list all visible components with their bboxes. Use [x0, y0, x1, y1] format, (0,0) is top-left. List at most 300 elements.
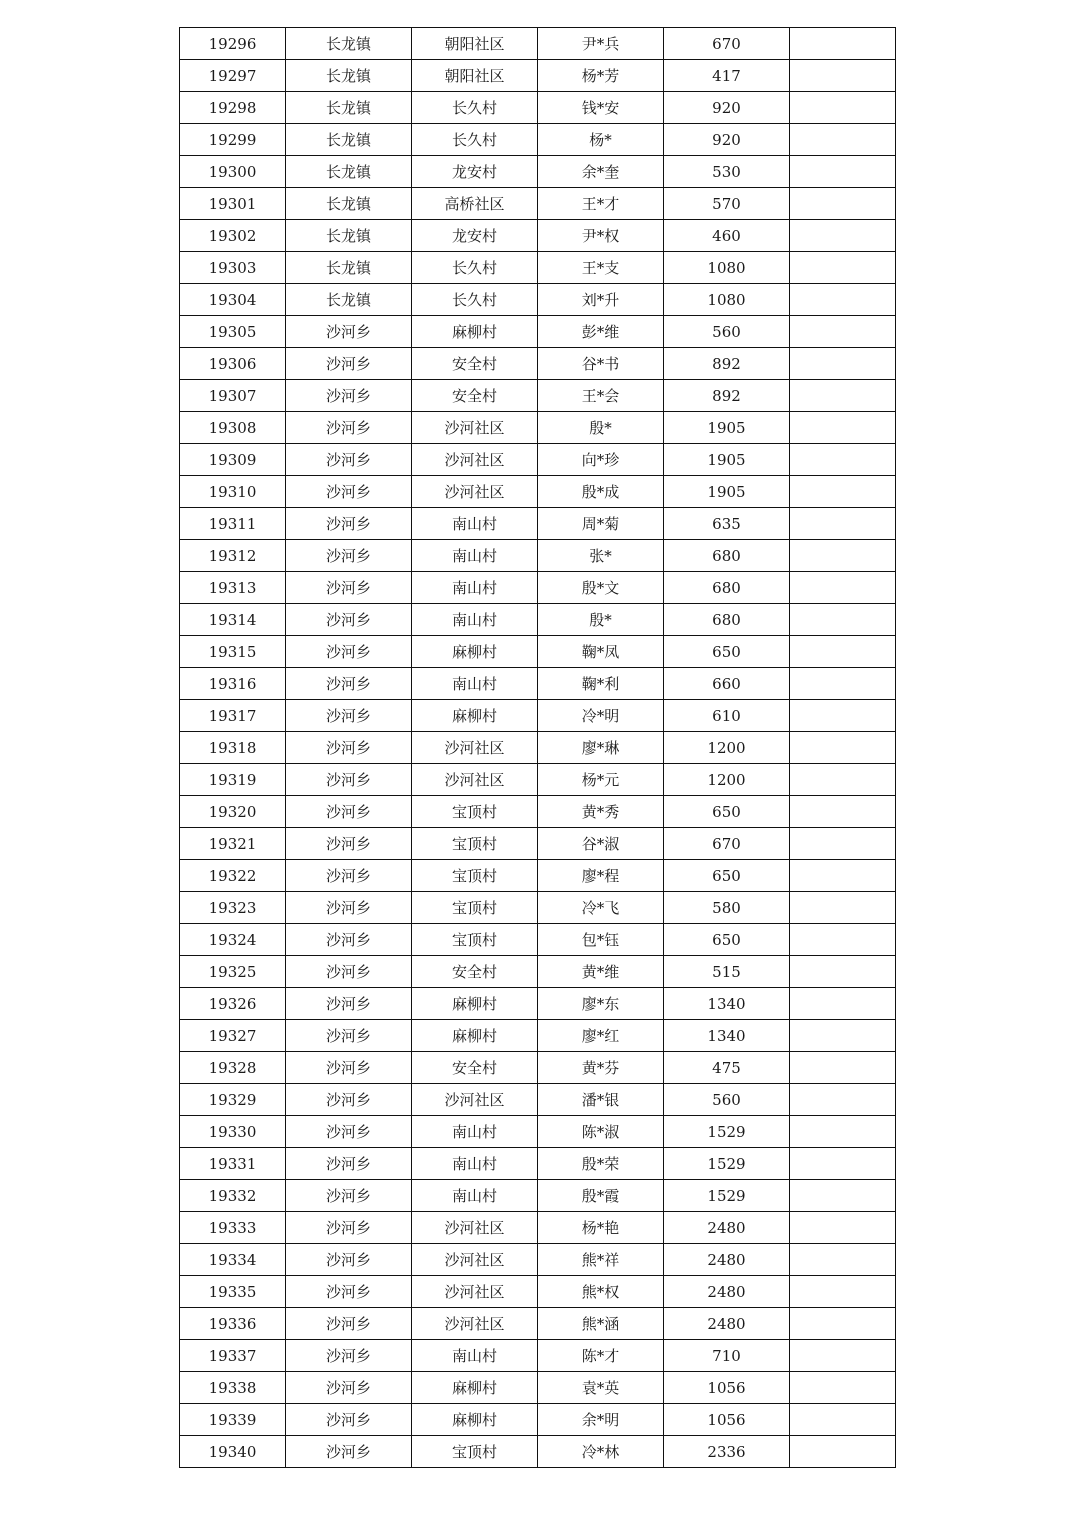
cell-village: 宝顶村	[412, 796, 538, 828]
cell-amount: 560	[664, 1084, 790, 1116]
cell-remark	[790, 604, 896, 636]
cell-name: 黄*芬	[538, 1052, 664, 1084]
cell-amount: 710	[664, 1340, 790, 1372]
table-row	[180, 1340, 896, 1372]
cell-township: 沙河乡	[286, 924, 412, 956]
cell-name: 王*会	[538, 380, 664, 412]
cell-remark	[790, 1340, 896, 1372]
cell-serial-number: 19328	[180, 1052, 286, 1084]
cell-remark	[790, 924, 896, 956]
cell-serial-number: 19301	[180, 188, 286, 220]
cell-serial-number: 19335	[180, 1276, 286, 1308]
cell-village: 高桥社区	[412, 188, 538, 220]
cell-village: 沙河社区	[412, 412, 538, 444]
cell-serial-number: 19324	[180, 924, 286, 956]
cell-amount: 670	[664, 28, 790, 60]
cell-serial-number: 19321	[180, 828, 286, 860]
cell-name: 余*明	[538, 1404, 664, 1436]
cell-remark	[790, 1404, 896, 1436]
cell-amount: 570	[664, 188, 790, 220]
cell-village: 龙安村	[412, 156, 538, 188]
table-row	[180, 284, 896, 316]
cell-village: 宝顶村	[412, 828, 538, 860]
table-row	[180, 508, 896, 540]
cell-village: 南山村	[412, 1340, 538, 1372]
cell-village: 麻柳村	[412, 636, 538, 668]
cell-township: 沙河乡	[286, 892, 412, 924]
table-row	[180, 1372, 896, 1404]
cell-amount: 1200	[664, 764, 790, 796]
cell-serial-number: 19332	[180, 1180, 286, 1212]
cell-township: 沙河乡	[286, 508, 412, 540]
cell-serial-number: 19302	[180, 220, 286, 252]
cell-township: 沙河乡	[286, 348, 412, 380]
cell-name: 冷*明	[538, 700, 664, 732]
cell-amount: 1200	[664, 732, 790, 764]
cell-name: 廖*东	[538, 988, 664, 1020]
cell-serial-number: 19330	[180, 1116, 286, 1148]
cell-township: 长龙镇	[286, 28, 412, 60]
table-row	[180, 828, 896, 860]
cell-village: 南山村	[412, 604, 538, 636]
cell-township: 沙河乡	[286, 1148, 412, 1180]
cell-village: 沙河社区	[412, 1212, 538, 1244]
cell-name: 殷*	[538, 604, 664, 636]
cell-township: 沙河乡	[286, 988, 412, 1020]
table-row	[180, 924, 896, 956]
cell-name: 包*钰	[538, 924, 664, 956]
cell-remark	[790, 636, 896, 668]
cell-name: 殷*	[538, 412, 664, 444]
cell-remark	[790, 668, 896, 700]
table-row	[180, 1084, 896, 1116]
table-row	[180, 1148, 896, 1180]
cell-village: 朝阳社区	[412, 60, 538, 92]
cell-amount: 610	[664, 700, 790, 732]
table-row	[180, 892, 896, 924]
table-row	[180, 1052, 896, 1084]
cell-township: 沙河乡	[286, 1244, 412, 1276]
cell-township: 沙河乡	[286, 1212, 412, 1244]
cell-serial-number: 19333	[180, 1212, 286, 1244]
cell-village: 宝顶村	[412, 892, 538, 924]
cell-village: 长久村	[412, 124, 538, 156]
cell-village: 沙河社区	[412, 1244, 538, 1276]
cell-township: 沙河乡	[286, 700, 412, 732]
cell-township: 沙河乡	[286, 1372, 412, 1404]
cell-serial-number: 19305	[180, 316, 286, 348]
cell-remark	[790, 92, 896, 124]
table-row	[180, 700, 896, 732]
cell-township: 沙河乡	[286, 1276, 412, 1308]
cell-serial-number: 19318	[180, 732, 286, 764]
cell-name: 熊*涵	[538, 1308, 664, 1340]
table-row	[180, 1116, 896, 1148]
cell-township: 沙河乡	[286, 796, 412, 828]
cell-serial-number: 19320	[180, 796, 286, 828]
table-row	[180, 796, 896, 828]
cell-serial-number: 19323	[180, 892, 286, 924]
cell-serial-number: 19331	[180, 1148, 286, 1180]
table-row	[180, 572, 896, 604]
cell-serial-number: 19327	[180, 1020, 286, 1052]
cell-amount: 417	[664, 60, 790, 92]
cell-name: 殷*霞	[538, 1180, 664, 1212]
table-row	[180, 124, 896, 156]
cell-remark	[790, 1308, 896, 1340]
cell-remark	[790, 540, 896, 572]
cell-serial-number: 19296	[180, 28, 286, 60]
cell-name: 尹*兵	[538, 28, 664, 60]
cell-township: 沙河乡	[286, 668, 412, 700]
cell-village: 沙河社区	[412, 1276, 538, 1308]
cell-township: 沙河乡	[286, 444, 412, 476]
cell-amount: 2336	[664, 1436, 790, 1468]
cell-amount: 1529	[664, 1148, 790, 1180]
table-row	[180, 764, 896, 796]
table-row	[180, 1180, 896, 1212]
cell-village: 南山村	[412, 668, 538, 700]
cell-name: 杨*	[538, 124, 664, 156]
cell-serial-number: 19312	[180, 540, 286, 572]
cell-village: 麻柳村	[412, 316, 538, 348]
cell-name: 鞠*利	[538, 668, 664, 700]
cell-name: 余*奎	[538, 156, 664, 188]
cell-village: 麻柳村	[412, 1372, 538, 1404]
cell-village: 南山村	[412, 508, 538, 540]
cell-remark	[790, 444, 896, 476]
cell-township: 沙河乡	[286, 540, 412, 572]
cell-remark	[790, 700, 896, 732]
cell-village: 沙河社区	[412, 1084, 538, 1116]
cell-amount: 1529	[664, 1116, 790, 1148]
cell-amount: 560	[664, 316, 790, 348]
cell-amount: 475	[664, 1052, 790, 1084]
cell-serial-number: 19297	[180, 60, 286, 92]
cell-amount: 515	[664, 956, 790, 988]
cell-amount: 1905	[664, 476, 790, 508]
cell-remark	[790, 572, 896, 604]
cell-village: 安全村	[412, 1052, 538, 1084]
cell-remark	[790, 1084, 896, 1116]
table-row	[180, 540, 896, 572]
cell-amount: 1529	[664, 1180, 790, 1212]
table-row	[180, 956, 896, 988]
cell-remark	[790, 732, 896, 764]
cell-remark	[790, 124, 896, 156]
cell-amount: 2480	[664, 1276, 790, 1308]
cell-village: 安全村	[412, 380, 538, 412]
cell-township: 沙河乡	[286, 316, 412, 348]
cell-village: 南山村	[412, 1116, 538, 1148]
cell-amount: 1340	[664, 1020, 790, 1052]
table-row	[180, 28, 896, 60]
cell-remark	[790, 1244, 896, 1276]
cell-name: 王*才	[538, 188, 664, 220]
cell-amount: 650	[664, 924, 790, 956]
cell-village: 长久村	[412, 252, 538, 284]
cell-name: 熊*祥	[538, 1244, 664, 1276]
cell-remark	[790, 956, 896, 988]
cell-name: 杨*元	[538, 764, 664, 796]
table-row	[180, 860, 896, 892]
cell-village: 龙安村	[412, 220, 538, 252]
cell-name: 廖*程	[538, 860, 664, 892]
cell-township: 沙河乡	[286, 1052, 412, 1084]
cell-village: 宝顶村	[412, 1436, 538, 1468]
cell-amount: 920	[664, 124, 790, 156]
cell-amount: 1905	[664, 412, 790, 444]
cell-serial-number: 19310	[180, 476, 286, 508]
cell-village: 南山村	[412, 1148, 538, 1180]
cell-serial-number: 19337	[180, 1340, 286, 1372]
cell-remark	[790, 764, 896, 796]
cell-serial-number: 19315	[180, 636, 286, 668]
cell-village: 沙河社区	[412, 476, 538, 508]
table-row	[180, 444, 896, 476]
cell-village: 安全村	[412, 348, 538, 380]
cell-serial-number: 19326	[180, 988, 286, 1020]
cell-amount: 892	[664, 380, 790, 412]
cell-village: 长久村	[412, 284, 538, 316]
cell-serial-number: 19319	[180, 764, 286, 796]
table-row	[180, 1404, 896, 1436]
cell-township: 沙河乡	[286, 1308, 412, 1340]
cell-amount: 1056	[664, 1372, 790, 1404]
table-row	[180, 92, 896, 124]
cell-name: 杨*艳	[538, 1212, 664, 1244]
cell-remark	[790, 284, 896, 316]
cell-serial-number: 19338	[180, 1372, 286, 1404]
cell-serial-number: 19317	[180, 700, 286, 732]
data-table	[179, 27, 896, 1468]
cell-remark	[790, 508, 896, 540]
cell-township: 沙河乡	[286, 956, 412, 988]
cell-name: 周*菊	[538, 508, 664, 540]
cell-amount: 460	[664, 220, 790, 252]
cell-serial-number: 19314	[180, 604, 286, 636]
cell-amount: 650	[664, 636, 790, 668]
cell-village: 宝顶村	[412, 924, 538, 956]
cell-remark	[790, 892, 896, 924]
cell-village: 沙河社区	[412, 1308, 538, 1340]
cell-village: 南山村	[412, 540, 538, 572]
cell-name: 黄*秀	[538, 796, 664, 828]
cell-name: 陈*淑	[538, 1116, 664, 1148]
cell-serial-number: 19306	[180, 348, 286, 380]
cell-serial-number: 19336	[180, 1308, 286, 1340]
table-body	[180, 28, 896, 1468]
cell-serial-number: 19322	[180, 860, 286, 892]
cell-township: 沙河乡	[286, 476, 412, 508]
cell-remark	[790, 252, 896, 284]
cell-serial-number: 19307	[180, 380, 286, 412]
cell-name: 杨*芳	[538, 60, 664, 92]
cell-name: 潘*银	[538, 1084, 664, 1116]
cell-remark	[790, 1020, 896, 1052]
cell-remark	[790, 1212, 896, 1244]
cell-serial-number: 19339	[180, 1404, 286, 1436]
cell-amount: 650	[664, 860, 790, 892]
cell-remark	[790, 1148, 896, 1180]
cell-remark	[790, 476, 896, 508]
table-row	[180, 1212, 896, 1244]
cell-name: 冷*林	[538, 1436, 664, 1468]
cell-village: 南山村	[412, 572, 538, 604]
cell-remark	[790, 796, 896, 828]
cell-township: 沙河乡	[286, 764, 412, 796]
table-row	[180, 156, 896, 188]
cell-amount: 2480	[664, 1244, 790, 1276]
cell-remark	[790, 828, 896, 860]
cell-village: 朝阳社区	[412, 28, 538, 60]
cell-amount: 1340	[664, 988, 790, 1020]
cell-serial-number: 19340	[180, 1436, 286, 1468]
cell-name: 熊*权	[538, 1276, 664, 1308]
table-row	[180, 252, 896, 284]
cell-remark	[790, 60, 896, 92]
cell-serial-number: 19298	[180, 92, 286, 124]
cell-amount: 670	[664, 828, 790, 860]
cell-remark	[790, 412, 896, 444]
cell-amount: 1080	[664, 284, 790, 316]
cell-serial-number: 19311	[180, 508, 286, 540]
cell-amount: 1056	[664, 1404, 790, 1436]
table-row	[180, 1308, 896, 1340]
cell-remark	[790, 1372, 896, 1404]
cell-amount: 635	[664, 508, 790, 540]
cell-village: 麻柳村	[412, 1020, 538, 1052]
cell-serial-number: 19304	[180, 284, 286, 316]
table-row	[180, 636, 896, 668]
cell-name: 廖*红	[538, 1020, 664, 1052]
cell-township: 长龙镇	[286, 284, 412, 316]
cell-amount: 892	[664, 348, 790, 380]
table-row	[180, 60, 896, 92]
cell-serial-number: 19309	[180, 444, 286, 476]
cell-village: 南山村	[412, 1180, 538, 1212]
cell-serial-number: 19329	[180, 1084, 286, 1116]
table-row	[180, 604, 896, 636]
cell-township: 沙河乡	[286, 1084, 412, 1116]
cell-village: 麻柳村	[412, 700, 538, 732]
cell-township: 沙河乡	[286, 1020, 412, 1052]
cell-name: 陈*才	[538, 1340, 664, 1372]
table-row	[180, 316, 896, 348]
table-row	[180, 1244, 896, 1276]
cell-serial-number: 19334	[180, 1244, 286, 1276]
cell-amount: 2480	[664, 1308, 790, 1340]
cell-name: 彭*维	[538, 316, 664, 348]
cell-remark	[790, 860, 896, 892]
cell-remark	[790, 28, 896, 60]
cell-name: 谷*淑	[538, 828, 664, 860]
cell-name: 鞠*凤	[538, 636, 664, 668]
cell-remark	[790, 988, 896, 1020]
cell-serial-number: 19308	[180, 412, 286, 444]
cell-township: 沙河乡	[286, 860, 412, 892]
table-row	[180, 988, 896, 1020]
cell-township: 长龙镇	[286, 60, 412, 92]
cell-name: 张*	[538, 540, 664, 572]
cell-name: 刘*升	[538, 284, 664, 316]
cell-name: 殷*荣	[538, 1148, 664, 1180]
cell-township: 长龙镇	[286, 252, 412, 284]
cell-remark	[790, 380, 896, 412]
cell-remark	[790, 1436, 896, 1468]
cell-township: 长龙镇	[286, 220, 412, 252]
cell-township: 沙河乡	[286, 1340, 412, 1372]
cell-village: 沙河社区	[412, 732, 538, 764]
cell-township: 沙河乡	[286, 1436, 412, 1468]
cell-amount: 920	[664, 92, 790, 124]
cell-remark	[790, 220, 896, 252]
cell-village: 安全村	[412, 956, 538, 988]
table-row	[180, 220, 896, 252]
cell-serial-number: 19299	[180, 124, 286, 156]
cell-serial-number: 19303	[180, 252, 286, 284]
table-row	[180, 732, 896, 764]
cell-remark	[790, 348, 896, 380]
cell-remark	[790, 1276, 896, 1308]
cell-name: 廖*琳	[538, 732, 664, 764]
cell-name: 黄*维	[538, 956, 664, 988]
cell-remark	[790, 1052, 896, 1084]
table-row	[180, 348, 896, 380]
cell-village: 麻柳村	[412, 988, 538, 1020]
cell-remark	[790, 1116, 896, 1148]
table-row	[180, 380, 896, 412]
cell-township: 长龙镇	[286, 156, 412, 188]
cell-township: 沙河乡	[286, 1180, 412, 1212]
cell-village: 沙河社区	[412, 444, 538, 476]
cell-township: 长龙镇	[286, 92, 412, 124]
cell-amount: 580	[664, 892, 790, 924]
cell-name: 谷*书	[538, 348, 664, 380]
cell-township: 长龙镇	[286, 188, 412, 220]
cell-name: 王*支	[538, 252, 664, 284]
table-row	[180, 1276, 896, 1308]
cell-township: 沙河乡	[286, 732, 412, 764]
cell-amount: 1080	[664, 252, 790, 284]
table-row	[180, 188, 896, 220]
table-row	[180, 668, 896, 700]
cell-township: 沙河乡	[286, 572, 412, 604]
cell-serial-number: 19313	[180, 572, 286, 604]
table-row	[180, 476, 896, 508]
cell-remark	[790, 1180, 896, 1212]
cell-township: 沙河乡	[286, 380, 412, 412]
cell-amount: 1905	[664, 444, 790, 476]
cell-name: 冷*飞	[538, 892, 664, 924]
cell-amount: 2480	[664, 1212, 790, 1244]
cell-township: 沙河乡	[286, 604, 412, 636]
cell-amount: 680	[664, 604, 790, 636]
cell-village: 麻柳村	[412, 1404, 538, 1436]
cell-township: 沙河乡	[286, 1116, 412, 1148]
cell-name: 袁*英	[538, 1372, 664, 1404]
cell-amount: 680	[664, 540, 790, 572]
cell-amount: 660	[664, 668, 790, 700]
cell-township: 长龙镇	[286, 124, 412, 156]
cell-township: 沙河乡	[286, 1404, 412, 1436]
cell-amount: 650	[664, 796, 790, 828]
table-row	[180, 412, 896, 444]
cell-name: 殷*成	[538, 476, 664, 508]
cell-village: 宝顶村	[412, 860, 538, 892]
cell-remark	[790, 188, 896, 220]
cell-serial-number: 19300	[180, 156, 286, 188]
